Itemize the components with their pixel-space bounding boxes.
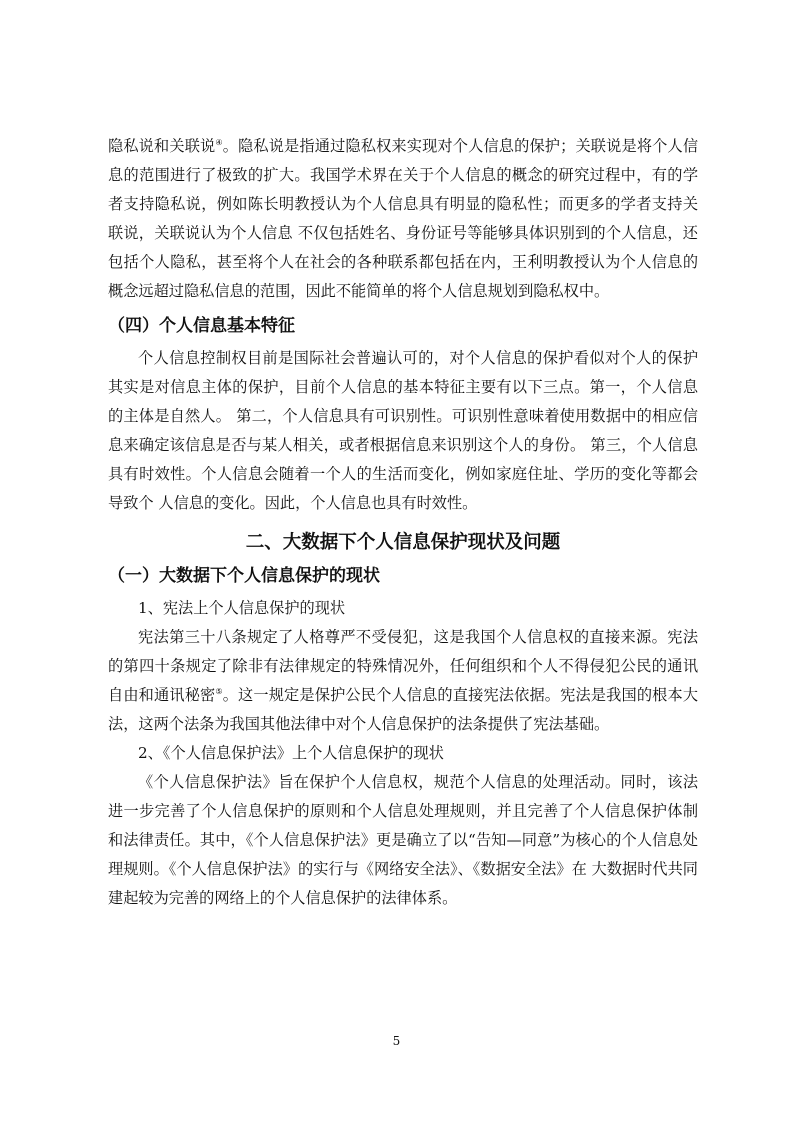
paragraph-text: 。这一规定是保护公民个人信息的直接宪法依据。宪法是我国的根本大法，这两个法条为我国其他法律中对个人信息保护的法条提供了宪法基础。 (108, 686, 699, 733)
paragraph-text: 宪法第三十八条规定了人格尊严不受侵犯，这是我国个人信息权的直接来源。宪法的第四十条规定了除非有法律规定的特殊情况外，任何组织和个人不得侵犯公民的通讯自由和通讯秘密 (108, 628, 698, 704)
paragraph-pipl: 《个人信息保护法》旨在保护个人信息权，规范个人信息的处理活动。同时，该法进一步完善了个人信息保护的原则和个人信息处理规则，并且完善了个人信息保护体制和法律责任。其中，《个人信息保护法》更是确立了以“告知—同意”为核心的个人信息处理规则。《个人信息保护法》的实行与《网络安全法》、《数据安全法》在 大数据时代共同建起较为完善的网络上的个人信息保护的法律体系。 (108, 773, 698, 907)
paragraph-text: 。隐私说是指通过隐私权来实现对个人信息的保护；关联说是将个人信息的范围进行了极致的扩大。我国学术界在关于个人信息的概念的研究过程中，有的学 者支持隐私说，例如陈长明教授认为个人信息具有明显的隐私性；而更多的学者支持关联说，关联说认为个人信息 不仅包括姓名、身份证号等能够具体识别到的个人信息，还包括个人隐私，甚至将个人在社会的各种联系都包括在内，王利明教授认为个人信息的概念远超过隐私信息的范围，因此不能简单的将个人信息规划到隐私权中。 (108, 137, 699, 300)
footnote-ref-5[interactable]: ⑤ (215, 687, 223, 696)
footnote-ref-4[interactable]: ④ (215, 138, 223, 147)
section-heading-2-1: （一）大数据下个人信息保护的现状 (108, 566, 380, 586)
chapter-heading-2: 二、大数据下个人信息保护现状及问题 (245, 532, 561, 553)
paragraph-privacy-theories (108, 132, 698, 306)
page-number: 5 (392, 1034, 401, 1048)
subsection-heading-constitution: 1、宪法上个人信息保护的现状 (138, 599, 346, 617)
section-heading-4: （四）个人信息基本特征 (108, 316, 295, 336)
paragraph-constitution (108, 623, 698, 739)
subsection-heading-pipl: 2、《个人信息保护法》上个人信息保护的现状 (138, 744, 444, 762)
paragraph-basic-features: 个人信息控制权目前是国际社会普遍认可的，对个人信息的保护看似对个人的保护其实是对信息主体的保护，目前个人信息的基本特征主要有以下三点。第一，个人信息的主体是自然人。 第二，个人信息具有可识别性。可识别性意味着使用数据中的相应信息来确定该信息是否与某人相关，或者根据信息来识别这个人的身份。 第三，个人信息具有时效性。个人信息会随着一个人的生活而变化，例如家庭住址、学历的变化等都会导致个 人信息的变化。因此，个人信息也具有时效性。 (108, 349, 698, 512)
paragraph-text: 隐私说和关联说 (108, 137, 216, 155)
document-page (108, 132, 698, 913)
